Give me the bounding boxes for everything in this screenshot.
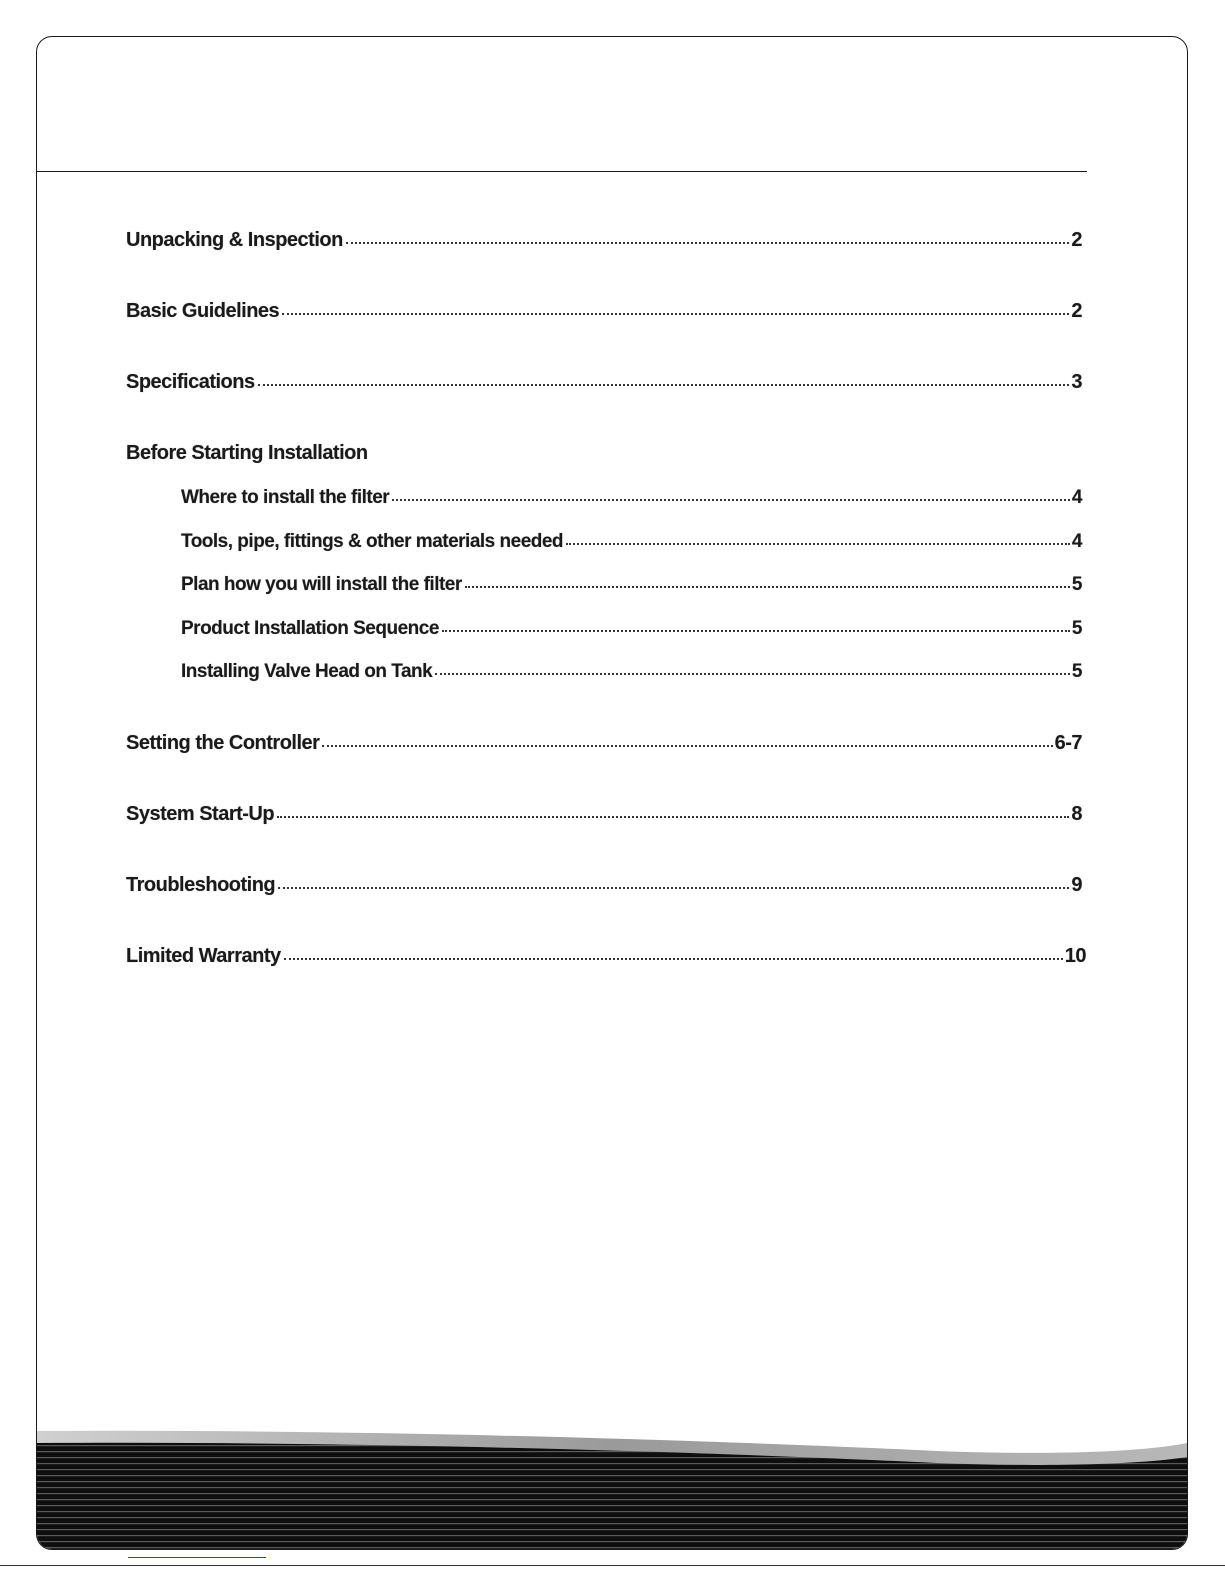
toc-entry-page: 2 bbox=[1071, 229, 1082, 251]
toc-entry-page: 9 bbox=[1071, 874, 1082, 896]
toc-entry-setting-controller[interactable] bbox=[126, 732, 1082, 755]
toc-entry-page: 8 bbox=[1071, 803, 1082, 825]
dot-leader bbox=[442, 630, 1070, 632]
toc-section-heading: Before Starting Installation bbox=[126, 442, 368, 464]
toc-entry-specifications[interactable] bbox=[126, 371, 1082, 394]
dot-leader bbox=[566, 543, 1070, 545]
toc-entry-label: System Start-Up bbox=[126, 803, 275, 825]
toc-entry-label: Troubleshooting bbox=[126, 874, 276, 896]
toc-entry-system-startup[interactable] bbox=[126, 803, 1082, 826]
toc-subentry-valve-head[interactable] bbox=[181, 661, 1082, 683]
toc-subentry-sequence[interactable] bbox=[181, 618, 1082, 640]
toc-entry-label: Limited Warranty bbox=[126, 945, 281, 967]
dot-leader bbox=[277, 816, 1069, 818]
dot-leader bbox=[322, 745, 1052, 747]
toc-entry-page: 5 bbox=[1071, 574, 1082, 595]
toc-entry-page: 5 bbox=[1071, 618, 1082, 639]
dot-leader bbox=[435, 673, 1070, 675]
toc-entry-page: 4 bbox=[1071, 531, 1082, 552]
toc-entry-label: Unpacking & Inspection bbox=[126, 229, 343, 251]
toc-entry-page: 4 bbox=[1071, 487, 1082, 508]
toc-entry-page: 6-7 bbox=[1054, 732, 1082, 754]
dot-leader bbox=[465, 586, 1070, 588]
toc-entry-basic-guidelines[interactable] bbox=[126, 300, 1082, 323]
toc-subentry-where-to-install[interactable] bbox=[181, 487, 1082, 509]
toc-entry-page: 10 bbox=[1064, 945, 1086, 967]
footer-wave-band bbox=[37, 1429, 1187, 1549]
toc-entry-label: Tools, pipe, fittings & other materials needed bbox=[181, 531, 564, 552]
toc-entry-label: Setting the Controller bbox=[126, 732, 320, 754]
footer-link-underline[interactable] bbox=[128, 1557, 266, 1558]
dot-leader bbox=[278, 887, 1069, 889]
toc-entry-label: Product Installation Sequence bbox=[181, 618, 439, 639]
toc-entry-page: 5 bbox=[1071, 661, 1082, 682]
table-of-contents bbox=[37, 37, 1187, 1549]
toc-entry-label: Plan how you will install the filter bbox=[181, 574, 462, 595]
toc-entry-label: Where to install the filter bbox=[181, 487, 390, 508]
dot-leader bbox=[282, 313, 1069, 315]
toc-subentry-plan[interactable] bbox=[181, 574, 1082, 596]
toc-entry-limited-warranty[interactable] bbox=[126, 945, 1086, 968]
toc-entry-label: Specifications bbox=[126, 371, 255, 393]
toc-entry-label: Basic Guidelines bbox=[126, 300, 280, 322]
toc-subentry-tools[interactable] bbox=[181, 531, 1082, 553]
toc-entry-troubleshooting[interactable] bbox=[126, 874, 1082, 897]
toc-entry-unpacking[interactable] bbox=[126, 229, 1082, 252]
page-frame bbox=[36, 36, 1188, 1550]
dot-leader bbox=[346, 242, 1070, 244]
toc-entry-page: 3 bbox=[1071, 371, 1082, 393]
toc-entry-label: Installing Valve Head on Tank bbox=[181, 661, 433, 682]
dot-leader bbox=[284, 958, 1063, 960]
page-bottom-rule bbox=[0, 1565, 1225, 1566]
dot-leader bbox=[258, 384, 1070, 386]
toc-entry-page: 2 bbox=[1071, 300, 1082, 322]
dot-leader bbox=[392, 499, 1070, 501]
